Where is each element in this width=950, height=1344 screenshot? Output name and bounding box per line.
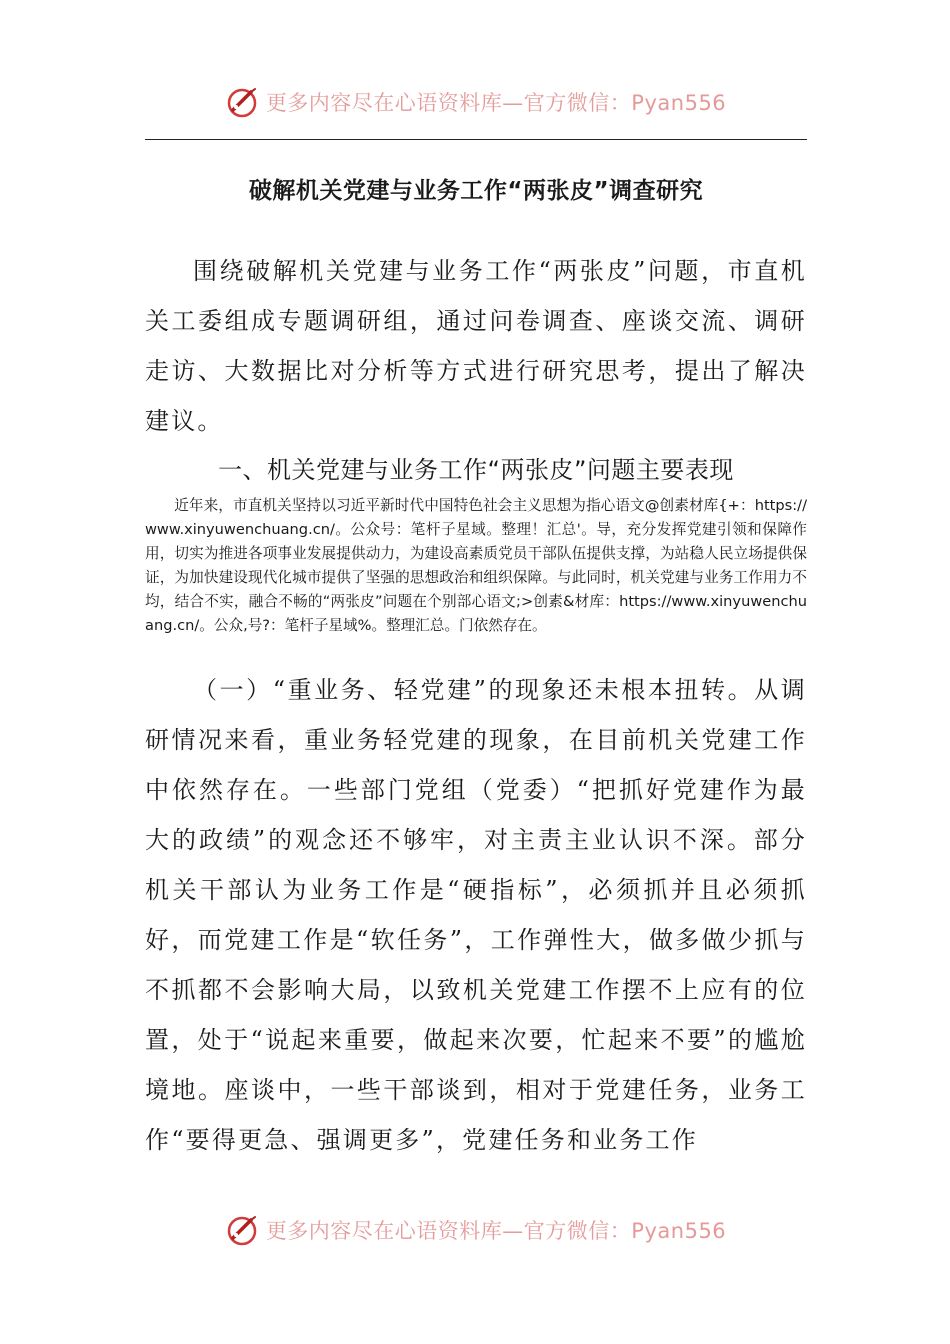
subsection-paragraph: （一）“重业务、轻党建”的现象还未根本扭转。从调研情况来看，重业务轻党建的现象，在目前机关党建工作中依然存在。一些部门党组（党委）“把抓好党建作为最大的政绩”的观念还不够牢，对主责主业认识不深。部分机关干部认为业务工作是“硬指标”，必须抓并且必须抓好，而党建工作是“软任务”，工作弹性大，做多做少抓与不抓都不会影响大局，以致机关党建工作摆不上应有的位置，处于“说起来重要，做起来次要，忙起来不要”的尴尬境地。座谈中，一些干部谈到，相对于党建任务，业务工作“要得更急、强调更多”，党建任务和业务工作: [145, 676, 807, 1154]
pen-circle-logo-icon: [224, 1212, 260, 1248]
header-banner: [0, 80, 950, 124]
pen-circle-logo-icon: [224, 84, 260, 120]
intro-paragraph: 围绕破解机关党建与业务工作“两张皮”问题，市直机关工委组成专题调研组，通过问卷调查、座谈交流、调研走访、大数据比对分析等方式进行研究思考，提出了解决建议。: [145, 257, 807, 435]
section-body-paragraph: 近年来，市直机关坚持以习近平新时代中国特色社会主义思想为指心语文@创素材库{+：https://www.xinyuwenchuang.cn/。公众号：笔杆子星域。整理！汇总'。导，充分发挥党建引领和保障作用，切实为推进各项事业发展提供动力，为建设高素质党员干部队伍提供支撑，为站稳人民立场提供保证，为加快建设现代化城市提供了坚强的思想政治和组织保障。与此同时，机关党建与业务工作用力不均，结合不实，融合不畅的“两张皮”问题在个别部心语文;>创素&材库：https://www.xinyuwenchuang.cn/。公众,号?：笔杆子星域%。整理汇总。门依然存在。: [145, 497, 807, 634]
page-title: 破解机关党建与业务工作“两张皮”调查研究: [248, 178, 704, 204]
banner-text: 更多内容尽在心语资料库—官方微信：Pyan556: [265, 1219, 727, 1243]
banner-text: 更多内容尽在心语资料库—官方微信：Pyan556: [265, 91, 727, 115]
section-heading: 一、机关党建与业务工作“两张皮”问题主要表现: [218, 456, 734, 484]
header-divider: [145, 139, 807, 140]
footer-banner: [0, 1208, 950, 1252]
